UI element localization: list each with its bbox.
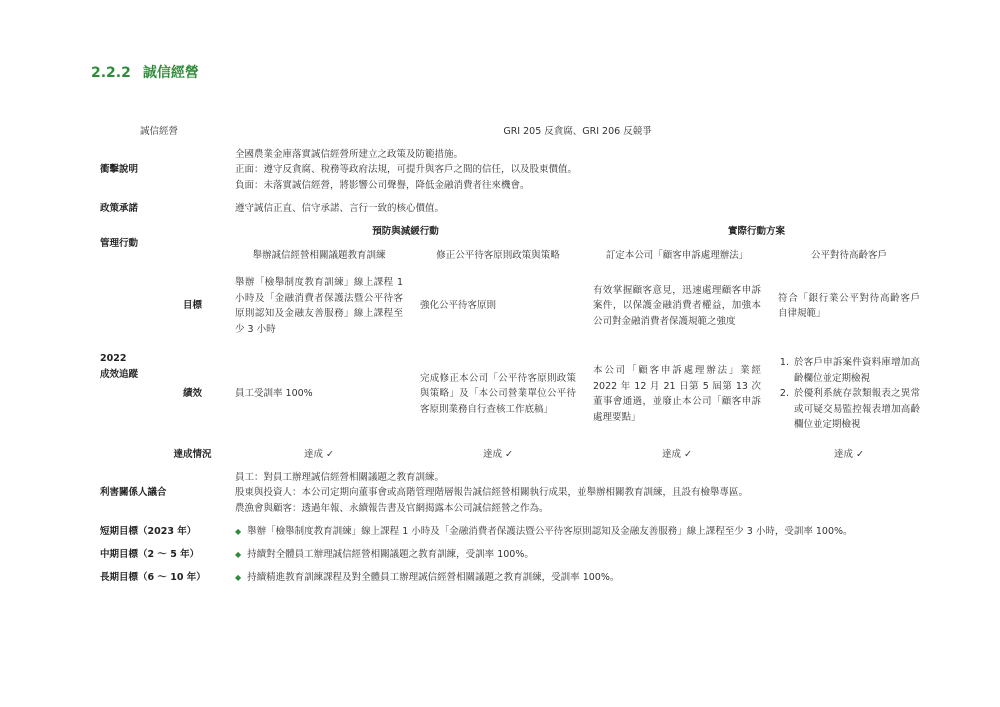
check-icon: ✓ bbox=[856, 448, 865, 460]
short-term-label: 短期目標（2023 年） bbox=[92, 521, 226, 543]
goal-cell: 強化公平待客原則 bbox=[412, 268, 584, 344]
policy-text: 遵守誠信正直、信守承諾、言行一致的核心價值。 bbox=[227, 198, 928, 220]
result-cell: 員工受訓率 100% bbox=[227, 345, 411, 443]
mid-term-goal: 持續對全體員工辦理誠信經營相關議題之教育訓練，受訓率 100%。 bbox=[247, 549, 534, 561]
diamond-bullet-icon: ◆ bbox=[235, 550, 242, 560]
action-col: 修正公平待客原則政策與策略 bbox=[412, 244, 584, 267]
impact-line: 全國農業金庫落實誠信經營所建立之政策及防範措施。 bbox=[235, 148, 464, 160]
topic-framework: GRI 205 反貪腐、GRI 206 反競爭 bbox=[227, 121, 928, 142]
impact-row bbox=[92, 143, 928, 197]
status-cell bbox=[585, 444, 769, 465]
status-cell bbox=[227, 444, 411, 465]
stakeholder-row bbox=[92, 466, 928, 520]
status-label: 達成情況 bbox=[159, 444, 226, 465]
status-text: 達成 bbox=[483, 448, 503, 460]
header-topic: 重大主題 bbox=[92, 98, 226, 120]
check-icon: ✓ bbox=[505, 448, 513, 460]
actions-group-actual: 實際行動方案 bbox=[585, 221, 928, 243]
check-icon: ✓ bbox=[684, 448, 692, 460]
stakeholder-line: 員工：對員工辦理誠信經營相關議題之教育訓練。 bbox=[235, 471, 445, 483]
long-term-goal: 持續精進教育訓練課程及對全體員工辦理誠信經營相關議題之教育訓練，受訓率 100%。 bbox=[247, 572, 620, 584]
impact-label: 衝擊說明 bbox=[92, 143, 226, 197]
topic-name: 誠信經營 bbox=[92, 121, 226, 142]
result-cell: 完成修正本公司「公平待客原則政策與策略」及「本公司營業單位公平待客原則業務自行查核工作底稿」 bbox=[412, 345, 584, 443]
actions-label: 管理行動 bbox=[92, 221, 226, 267]
goal-cell: 符合「銀行業公平對待高齡客戶自律規範」 bbox=[770, 268, 928, 344]
mid-term-text bbox=[227, 544, 928, 566]
policy-label: 政策承諾 bbox=[92, 198, 226, 220]
section-number: 2.2.2 bbox=[91, 65, 131, 81]
long-term-label: 長期目標（6 ～ 10 年） bbox=[92, 567, 226, 589]
impact-line: 負面：未落實誠信經營，將影響公司聲譽，降低金融消費者往來機會。 bbox=[235, 179, 530, 191]
mid-term-label: 中期目標（2 ～ 5 年） bbox=[92, 544, 226, 566]
impact-text bbox=[227, 143, 928, 197]
status-text: 達成 bbox=[662, 448, 682, 460]
topic-row bbox=[92, 121, 928, 142]
check-icon: ✓ bbox=[326, 448, 334, 460]
tracking-label bbox=[92, 268, 158, 465]
action-col: 舉辦誠信經營相關議題教育訓練 bbox=[227, 244, 411, 267]
status-cell bbox=[770, 444, 928, 465]
actions-group-prevention: 預防與減緩行動 bbox=[227, 221, 584, 243]
short-term-row bbox=[92, 521, 928, 543]
long-term-text bbox=[227, 567, 928, 589]
status-row bbox=[92, 444, 928, 465]
stakeholder-label: 利害關係人議合 bbox=[92, 466, 226, 520]
goal-label: 目標 bbox=[159, 268, 226, 344]
long-term-row bbox=[92, 567, 928, 589]
short-term-text bbox=[227, 521, 928, 543]
status-cell bbox=[412, 444, 584, 465]
result-list bbox=[778, 355, 920, 433]
short-term-goal: 舉辦「檢舉制度教育訓練」線上課程 1 小時及「金融消費者保護法暨公平待客原則認知及金融友善服務」線上課程至少 3 小時，受訓率 100%。 bbox=[247, 526, 853, 538]
tracking-text: 成效追蹤 bbox=[100, 368, 139, 380]
mid-term-row bbox=[92, 544, 928, 566]
result-list-item: 2. 於優利系統存款類報表之異常或可疑交易監控報表增加高齡欄位並定期檢視 bbox=[792, 386, 920, 433]
section-heading: 誠信經營 bbox=[142, 65, 199, 81]
integrity-management-table bbox=[91, 97, 929, 590]
result-list-item: 1. 於客戶申訴案件資料庫增加高齡欄位並定期檢視 bbox=[792, 355, 920, 386]
action-col: 訂定本公司「顧客申訴處理辦法」 bbox=[585, 244, 769, 267]
diamond-bullet-icon: ◆ bbox=[235, 573, 242, 583]
stakeholder-line: 農漁會與顧客：透過年報、永續報告書及官網揭露本公司誠信經營之作為。 bbox=[235, 502, 549, 514]
actions-group-row bbox=[92, 221, 928, 243]
diamond-bullet-icon: ◆ bbox=[235, 527, 242, 537]
result-label: 績效 bbox=[159, 345, 226, 443]
goal-cell: 舉辦「檢舉制度教育訓練」線上課程 1 小時及「金融消費者保護法暨公平待客原則認知及金融友善服務」線上課程至少 3 小時 bbox=[227, 268, 411, 344]
section-title bbox=[91, 62, 199, 82]
status-text: 達成 bbox=[304, 448, 324, 460]
table-header-row bbox=[92, 98, 928, 120]
status-text: 達成 bbox=[834, 448, 854, 460]
header-framework: 國際永續框架 bbox=[227, 98, 928, 120]
result-cell bbox=[770, 345, 928, 443]
action-col: 公平對待高齡客戶 bbox=[770, 244, 928, 267]
result-row bbox=[92, 345, 928, 443]
stakeholder-line: 股東與投資人：本公司定期向董事會或高階管理階層報告誠信經營相關執行成果，並舉辦相關教育訓練，且設有檢舉專區。 bbox=[235, 487, 749, 499]
stakeholder-text bbox=[227, 466, 928, 520]
result-cell: 本公司「顧客申訴處理辦法」業經 2022 年 12 月 21 日第 5 屆第 13 次董事會通過，並廢止本公司「顧客申訴處理要點」 bbox=[585, 345, 769, 443]
impact-line: 正面：遵守反貪腐、稅務等政府法規，可提升與客戶之間的信任，以及股東價值。 bbox=[235, 164, 578, 176]
policy-row bbox=[92, 198, 928, 220]
tracking-year: 2022 bbox=[100, 353, 127, 364]
goal-cell: 有效掌握顧客意見，迅速處理顧客申訴案件，以保護金融消費者權益，加強本公司對金融消費者保護規範之強度 bbox=[585, 268, 769, 344]
goal-row bbox=[92, 268, 928, 344]
